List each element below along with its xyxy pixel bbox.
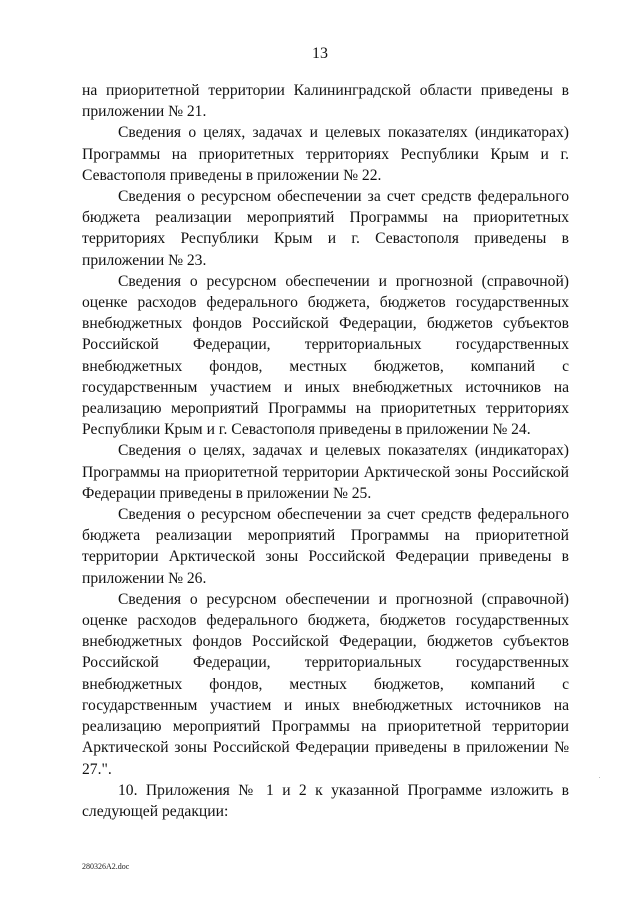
paragraph-appendix-26: Сведения о ресурсном обеспечении за счет средств федерального бюджета реализации мероприятий Программы на приоритетной территории Арктической зоны Российской Федерации приведены в приложении № 26. bbox=[82, 506, 569, 587]
document-body bbox=[82, 80, 569, 822]
paragraph-appendix-22: Сведения о целях, задачах и целевых показателях (индикаторах) Программы на приоритетных территориях Республики Крым и г. Севастополя приведены в приложении № 22. bbox=[82, 124, 569, 184]
page-number: 13 bbox=[312, 45, 328, 62]
paragraph-appendix-27: Сведения о ресурсном обеспечении и прогнозной (справочной) оценке расходов федерального бюджета, бюджетов государственных внебюджетных фондов Российской Федерации, бюджетов субъектов Российской Федерации, территориальных государственных внебюджетных фондов, местных бюджетов, компаний с государственным участием и иных внебюджетных источников на реализацию мероприятий Программы на приоритетной территории Арктической зоны Российской Федерации приведены в приложении № 27.". bbox=[82, 590, 569, 778]
paragraph-appendix-21: на приоритетной территории Калининградской области приведены в приложении № 21. bbox=[82, 82, 569, 121]
paragraph-appendix-24: Сведения о ресурсном обеспечении и прогнозной (справочной) оценке расходов федерального бюджета, бюджетов государственных внебюджетных фондов Российской Федерации, бюджетов субъектов Российской Федерации, территориальных государственных внебюджетных фондов, местных бюджетов, компаний с государственным участием и иных внебюджетных источников на реализацию мероприятий Программы на приоритетных территориях Республики Крым и г. Севастополя приведены в приложении № 24. bbox=[82, 272, 569, 439]
scan-artifact bbox=[599, 777, 600, 778]
paragraph-appendix-25: Сведения о целях, задачах и целевых показателях (индикаторах) Программы на приоритетной территории Арктической зоны Российской Федерации приведены в приложении № 25. bbox=[82, 442, 569, 502]
paragraph-appendix-23: Сведения о ресурсном обеспечении за счет средств федерального бюджета реализации мероприятий Программы на приоритетных территориях Республики Крым и г. Севастополя приведены в приложении № 23. bbox=[82, 188, 569, 269]
footer-document-code: 280326A2.doc bbox=[82, 862, 130, 871]
paragraph-item-10: 10. Приложения № 1 и 2 к указанной Программе изложить в следующей редакции: bbox=[82, 781, 569, 820]
